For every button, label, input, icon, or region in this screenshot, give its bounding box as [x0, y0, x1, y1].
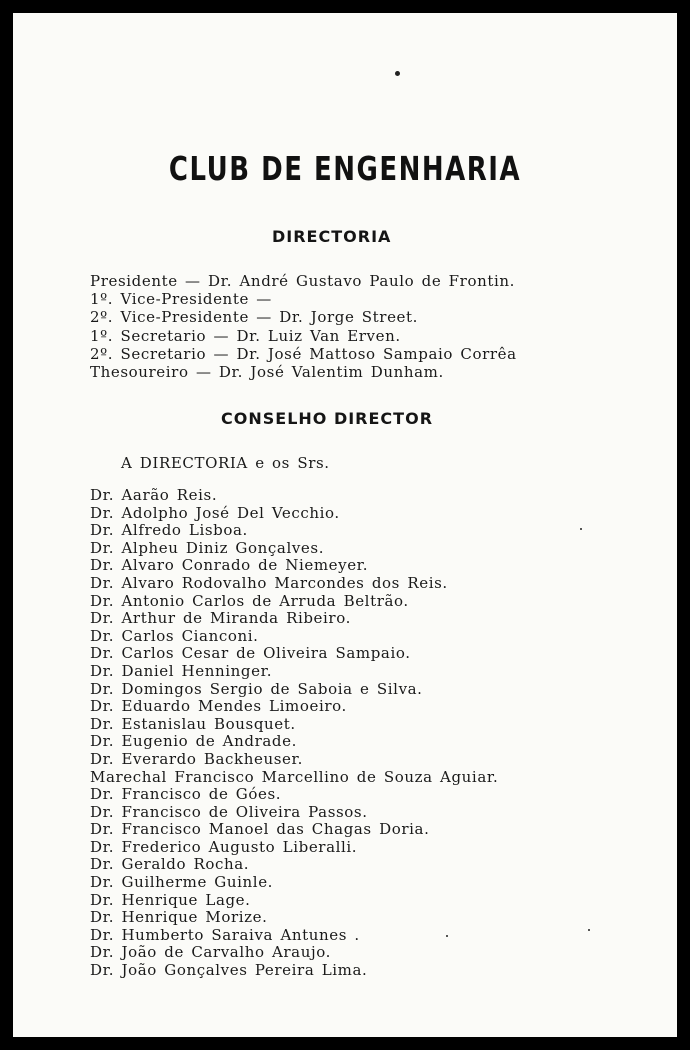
officer-line: Presidente — Dr. André Gustavo Paulo de Frontin.	[90, 272, 515, 290]
ink-speck	[395, 71, 400, 76]
member-line: Dr. Humberto Saraiva Antunes .	[90, 925, 360, 944]
member-line: Dr. Alpheu Diniz Gonçalves.	[90, 538, 325, 557]
members-list	[90, 487, 498, 980]
member-line: Dr. Guilherme Guinle.	[90, 873, 274, 892]
member-line: Marechal Francisco Marcellino de Souza Aguiar.	[90, 767, 499, 786]
ink-speck	[588, 929, 590, 931]
member-line: Dr. Carlos Cesar de Oliveira Sampaio.	[90, 644, 411, 663]
member-line: Dr. Everardo Backheuser.	[90, 749, 303, 768]
conselho-intro: A DIRECTORIA e os Srs.	[121, 454, 330, 472]
member-line: Dr. Francisco de Oliveira Passos.	[90, 802, 368, 821]
member-line: Dr. Aarão Reis.	[90, 486, 218, 504]
member-line: Dr. Alvaro Conrado de Niemeyer.	[90, 556, 369, 575]
member-line: Dr. Geraldo Rocha.	[90, 855, 250, 874]
member-line: Dr. João Gonçalves Pereira Lima.	[90, 961, 368, 980]
member-line: Dr. Arthur de Miranda Ribeiro.	[90, 609, 351, 628]
member-line: Dr. Eugenio de Andrade.	[90, 732, 297, 751]
ink-speck	[580, 528, 582, 530]
conselho-heading: CONSELHO DIRECTOR	[221, 409, 434, 428]
member-line: Dr. Carlos Cianconi.	[90, 626, 259, 645]
member-line: Dr. Estanislau Bousquet.	[90, 714, 296, 733]
member-line: Dr. Alfredo Lisboa.	[90, 521, 248, 540]
officer-line: 1º. Vice-Presidente —	[90, 290, 272, 309]
member-line: Dr. Adolpho José Del Vecchio.	[90, 503, 340, 522]
member-line: Dr. Francisco de Góes.	[90, 785, 282, 804]
member-line: Dr. Frederico Augusto Liberalli.	[90, 837, 358, 856]
directoria-heading: DIRECTORIA	[272, 227, 392, 246]
member-line: Dr. Antonio Carlos de Arruda Beltrão.	[90, 591, 409, 610]
member-line: Dr. João de Carvalho Araujo.	[90, 943, 331, 962]
member-line: Dr. Domingos Sergio de Saboia e Silva.	[90, 679, 423, 698]
member-line: Dr. Daniel Henninger.	[90, 661, 273, 680]
officer-line: 2º. Vice-Presidente — Dr. Jorge Street.	[90, 308, 419, 327]
page-title: CLUB DE ENGENHARIA	[168, 151, 522, 189]
member-line: Dr. Eduardo Mendes Limoeiro.	[90, 697, 347, 716]
officer-line: 2º. Secretario — Dr. José Mattoso Sampaio Corrêa	[90, 344, 517, 363]
member-line: Dr. Alvaro Rodovalho Marcondes dos Reis.	[90, 573, 448, 592]
officer-line: Thesoureiro — Dr. José Valentim Dunham.	[90, 362, 444, 381]
member-line: Dr. Henrique Lage.	[90, 890, 251, 909]
officers-list	[90, 272, 517, 381]
member-line: Dr. Henrique Morize.	[90, 908, 268, 927]
officer-line: 1º. Secretario — Dr. Luiz Van Erven.	[90, 326, 401, 345]
document-page	[13, 13, 677, 1037]
member-line: Dr. Francisco Manoel das Chagas Doria.	[90, 820, 430, 839]
